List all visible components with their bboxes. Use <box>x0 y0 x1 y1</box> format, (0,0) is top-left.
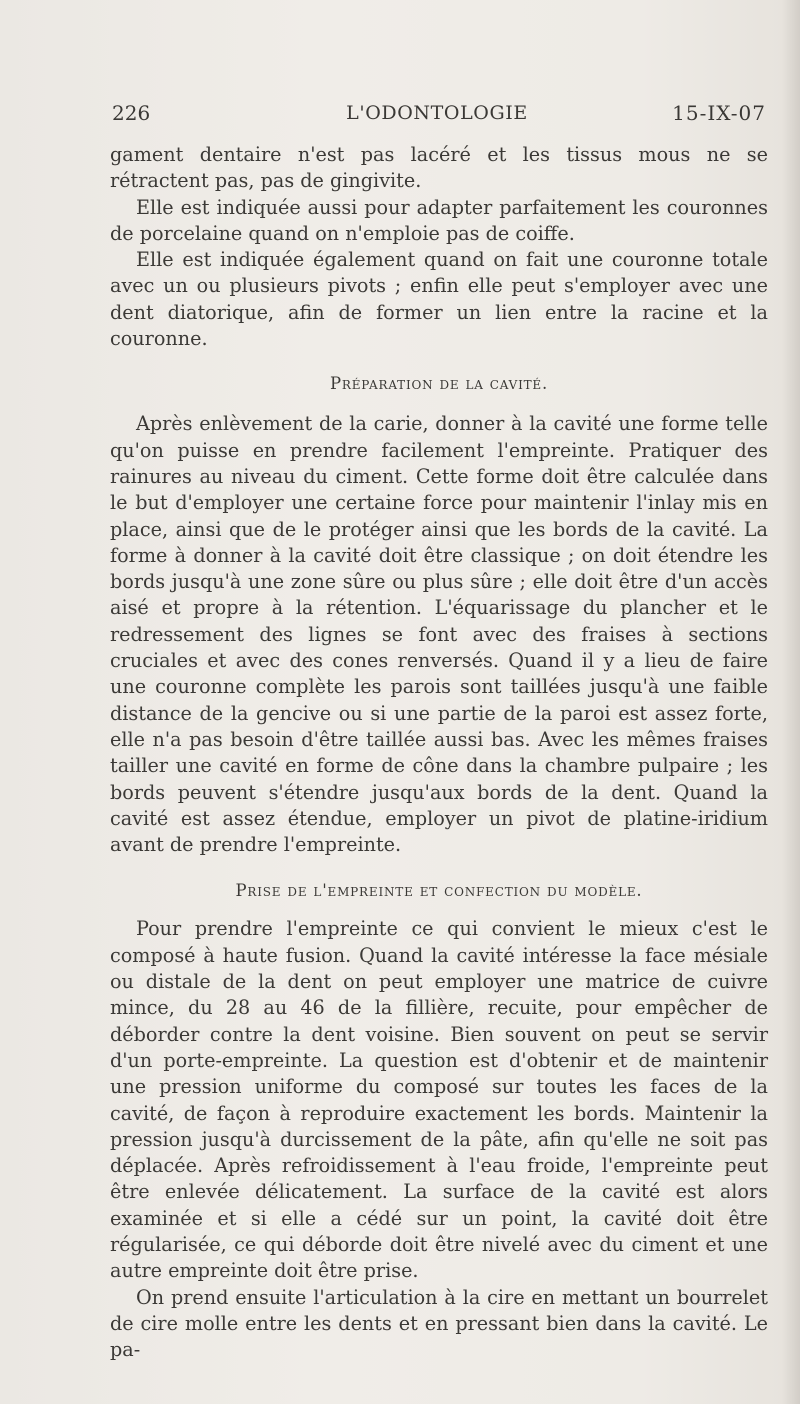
paragraph: Elle est indiquée aussi pour adapter parfaitement les couronnes de porcelaine quand on n'emploie pas de coiffe. <box>110 195 768 245</box>
paragraph-continued: gament dentaire n'est pas lacéré et les tissus mous ne se rétractent pas, pas de gingivite. <box>110 143 768 193</box>
paragraph: Après enlèvement de la carie, donner à la cavité une forme telle qu'on puisse en prendre facilement l'empreinte. Pratiquer des rainures au niveau du ciment. Cette forme doit être calculée dans le but d'employer une certaine force pour maintenir l'inlay mis en place, ainsi que de le protéger ainsi que les bords de la cavité. La forme à donner à la cavité doit être classique ; on doit étendre les bords jusqu'à une zone sûre ou plus sûre ; elle doit être d'un accès aisé et propre à la rétention. L'équarissage du plancher et le redressement des lignes se font avec des fraises à sections cruciales et avec des cones renversés. Quand il y a lieu de faire une couronne complète les parois sont taillées jusqu'à une faible distance de la gencive ou si une partie de la paroi est assez forte, elle n'a pas besoin d'être taillée aussi bas. Avec les mêmes fraises tailler une cavité en forme de cône dans la chambre pulpaire ; les bords peuvent s'étendre jusqu'aux bords de la dent. Quand la cavité est assez étendue, employer un pivot de platine-iridium avant de prendre l'empreinte. <box>110 412 768 857</box>
running-header <box>108 98 766 128</box>
section-heading-empreinte: Prise de l'empreinte et confection du modèle. <box>235 881 643 901</box>
section-heading-preparation: Préparation de la cavité. <box>329 374 549 394</box>
page-number: 226 <box>112 101 151 125</box>
page-body <box>110 142 768 1363</box>
paragraph: Pour prendre l'empreinte ce qui convient le mieux c'est le composé à haute fusion. Quand la cavité intéresse la face mésiale ou distale de la dent on peut employer une matrice de cuivre mince, du 28 au 46 de la fillière, recuite, pour empêcher de déborder contre la dent voisine. Bien souvent on peut se servir d'un porte-empreinte. La question est d'obtenir et de maintenir une pression uniforme du composé sur toutes les faces de la cavité, de façon à reproduire exactement les bords. Maintenir la pression jusqu'à durcissement de la pâte, afin qu'elle ne soit pas déplacée. Après refroidissement à l'eau froide, l'empreinte peut être enlevée délicatement. La surface de la cavité est alors examinée et si elle a cédé sur un point, la cavité doit être régularisée, ce qui déborde doit être nivelé avec du ciment et une autre empreinte doit être prise. <box>110 917 768 1283</box>
paragraph: On prend ensuite l'articulation à la cire en mettant un bourrelet de cire molle entre les dents et en pressant bien dans la cavité. Le pa- <box>110 1285 768 1362</box>
journal-title: L'ODONTOLOGIE <box>346 102 528 124</box>
issue-date: 15-IX-07 <box>672 101 766 125</box>
paragraph: Elle est indiquée également quand on fait une couronne totale avec un ou plusieurs pivots ; enfin elle peut s'employer avec une dent diatorique, afin de former un lien entre la racine et la couronne. <box>110 248 768 351</box>
